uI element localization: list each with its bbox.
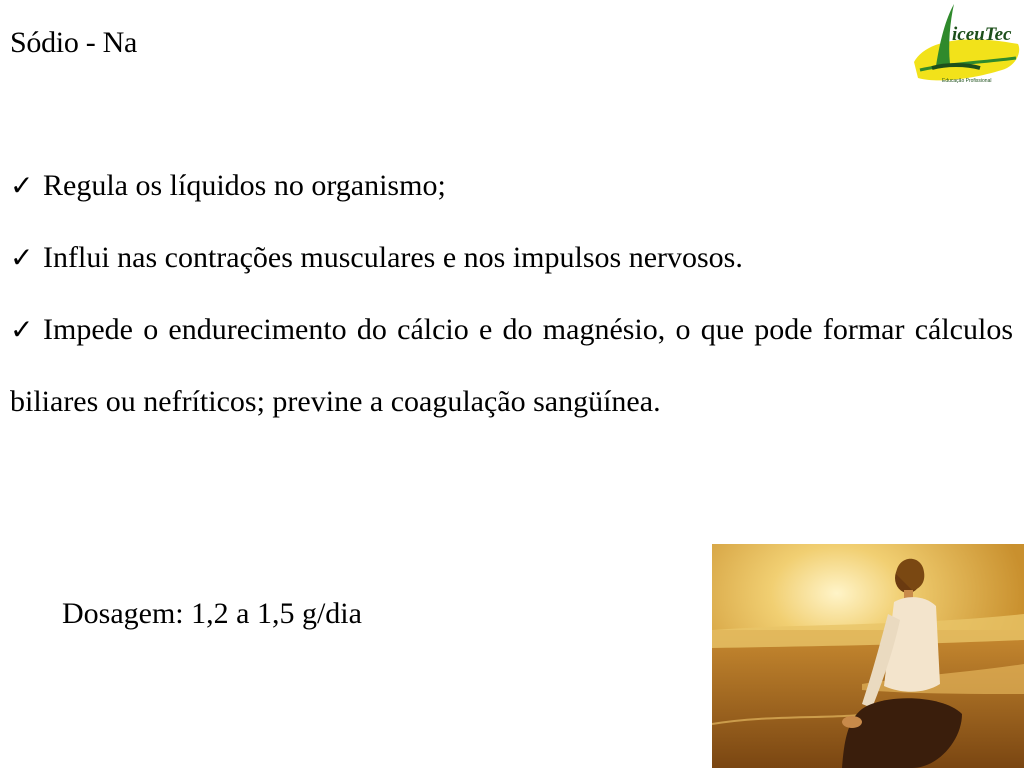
bullet-text: Regula os líquidos no organismo; — [43, 169, 446, 202]
bullet-item — [10, 294, 1013, 438]
bullet-list — [10, 150, 1013, 438]
logo-graphic — [906, 0, 1024, 88]
dosage-text: Dosagem: 1,2 a 1,5 g/dia — [62, 597, 362, 630]
liceutec-logo — [906, 0, 1024, 88]
bullet-text: Influi nas contrações musculares e nos impulsos nervosos. — [43, 241, 743, 274]
logo-text: iceuTec — [952, 24, 1012, 45]
checkmark-icon: ✓ — [10, 241, 34, 274]
meditation-photo — [712, 544, 1024, 768]
bullet-text: Impede o endurecimento do cálcio e do magnésio, o que pode formar cálculos biliares ou nefríticos; previne a coagulação sangüínea. — [10, 313, 1013, 418]
checkmark-icon: ✓ — [10, 169, 34, 202]
svg-text:Educação Profissional: Educação Profissional — [942, 78, 992, 84]
photo-graphic — [712, 544, 1024, 768]
slide-title: Sódio - Na — [10, 26, 137, 59]
bullet-item — [10, 222, 1013, 294]
bullet-item — [10, 150, 1013, 222]
checkmark-icon: ✓ — [10, 313, 34, 346]
